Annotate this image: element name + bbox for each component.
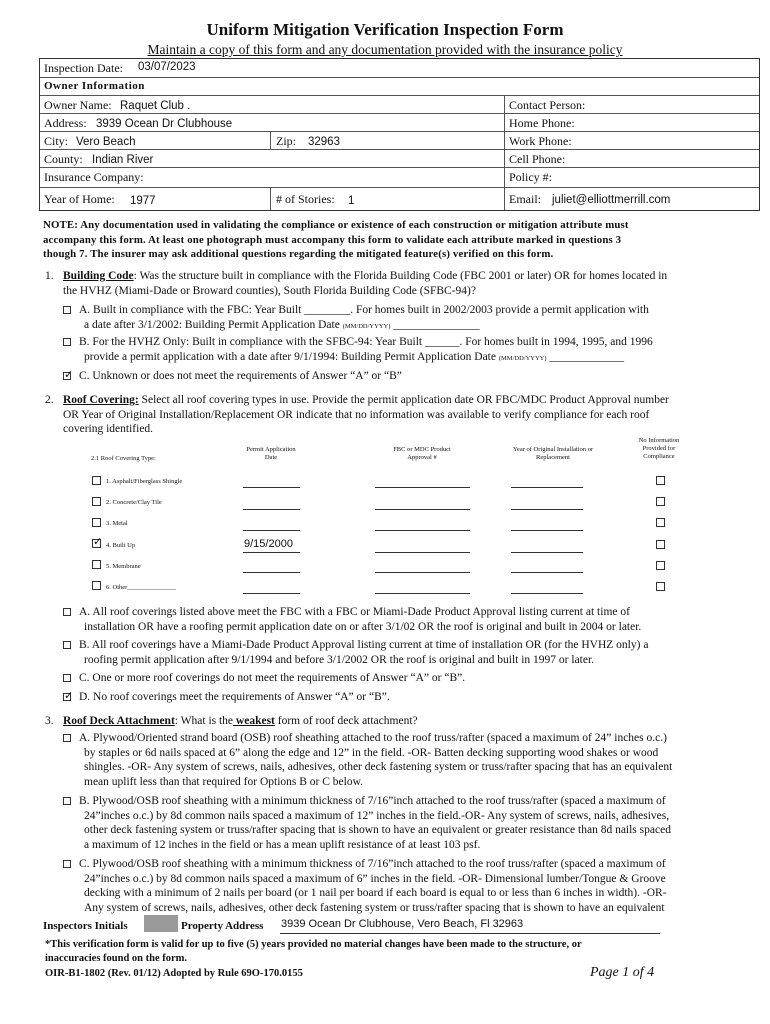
q2-option-d[interactable] [63, 690, 763, 705]
city-field[interactable]: Vero Beach [76, 136, 136, 148]
roof-3-year-installed[interactable] [511, 530, 583, 531]
q2-c-text: C. One or more roof coverings do not meet the requirements of Answer “A” or “B”. [79, 672, 466, 684]
insurance-company-label: Insurance Company: [44, 170, 144, 184]
city-label: City: [44, 134, 69, 148]
home-phone-label: Home Phone: [509, 116, 575, 130]
q2-line-3: covering identified. [63, 423, 154, 435]
q1-option-a[interactable] [63, 303, 763, 334]
roof-type-5-checkbox[interactable] [92, 560, 101, 569]
q3-a-checkbox[interactable] [63, 734, 71, 742]
roof-4-permit-date-value[interactable]: 9/15/2000 [244, 538, 293, 550]
q1-c-checkbox-checked[interactable] [63, 372, 71, 380]
q3-c-line-2: 24”inches o.c.) by 8d common nails spaced a maximum of 6” inches in the field. -OR- Dimensional lumber/Tongue & Groove [84, 872, 666, 885]
roof-5-year-installed[interactable] [511, 572, 583, 573]
year-of-home-label: Year of Home: [44, 192, 115, 206]
q3-option-a[interactable] [63, 731, 763, 789]
roof-2-year-installed[interactable] [511, 509, 583, 510]
q1-text [63, 269, 763, 298]
roof-6-product-approval[interactable] [375, 593, 470, 594]
column-divider [504, 96, 505, 210]
city-row [40, 132, 759, 150]
col-header-year: Year of Original Installation or Replacement [512, 446, 594, 461]
roof-type-1-checkbox[interactable] [92, 476, 101, 485]
roof-5-product-approval[interactable] [375, 572, 470, 573]
q3-b-line-2: 24”inches o.c.) by 8d common nails spaced a maximum of 12” inches in the field.-OR- Any system of screws, nails, adhesives, [84, 809, 670, 822]
q1-b-line-1: B. For the HVHZ Only: Built in compliance with the SFBC-94: Year Built ______. For homes built in 1994, 1995, and 1996 [79, 336, 653, 348]
property-address-field[interactable]: 3939 Ocean Dr Clubhouse, Vero Beach, Fl 32963 [281, 918, 524, 930]
year-row [40, 188, 759, 210]
roof-type-1-label: 1. Asphalt/Fiberglass Shingle [106, 478, 183, 485]
q3-a-line-2: by staples or 6d nails spaced at 6” along the edge and 12” in the field. -OR- Batten decking supporting wood shakes or wood [84, 746, 659, 759]
insurance-row [40, 168, 759, 188]
form-subtitle: Maintain a copy of this form and any documentation provided with the insurance policy [147, 42, 623, 57]
q1-a-date-blank[interactable]: _______________ [390, 318, 480, 331]
q3-c-line-4: Any system of screws, nails, adhesives, other deck fastening system or truss/rafter spacing that is shown to have an equivalent [84, 901, 665, 914]
owner-name-row [40, 96, 759, 114]
q2-a-line-1: A. All roof coverings listed above meet the FBC with a FBC or Miami-Dade Product Approval listing current at time of [79, 606, 630, 618]
q1-b-date-format: (MM/DD/YYYY) [498, 354, 547, 362]
owner-info-table [39, 58, 760, 211]
roof-type-6-checkbox[interactable] [92, 581, 101, 590]
validity-note [45, 938, 582, 966]
q1-a-line-1: A. Built in compliance with the FBC: Year Built ________. For homes built in 2002/2003 provide a permit application with [79, 304, 649, 316]
roof-5-permit-date[interactable] [243, 572, 300, 573]
roof-2-noinfo-checkbox[interactable] [656, 497, 665, 506]
roof-3-permit-date[interactable] [243, 530, 300, 531]
q2-d-text: D. No roof coverings meet the requirements of Answer “A” or “B”. [79, 691, 390, 703]
roof-3-noinfo-checkbox[interactable] [656, 518, 665, 527]
q2-line-2: OR Year of Original Installation/Replacement OR indicate that no information was available to verify compliance for each roof [63, 408, 650, 421]
inspection-date-field[interactable]: 03/07/2023 [138, 61, 196, 73]
email-field[interactable]: juliet@elliottmerrill.com [552, 194, 671, 206]
q2-a-checkbox[interactable] [63, 608, 71, 616]
page-number: Page 1 of 4 [590, 965, 655, 980]
validity-line-1: *This verification form is valid for up to five (5) years provided no material changes have been made to the structure, or [45, 939, 582, 950]
q2-line-1: Select all roof covering types in use. Provide the permit application date OR FBC/MDC Product Approval number [138, 394, 669, 406]
address-label: Address: [44, 116, 87, 130]
q2-a-line-2: installation OR have a roofing permit application date on or after 3/1/02 OR the roof is original and built in 2004 or later. [84, 620, 642, 633]
q3-c-line-1: C. Plywood/OSB roof sheathing with a minimum thickness of 7/16”inch attached to the roof truss/rafter (spaced a maximum of [79, 858, 666, 870]
county-label: County: [44, 152, 83, 166]
q1-a-line-2: a date after 3/1/2002: Building Permit Application Date [84, 318, 340, 331]
q3-c-checkbox[interactable] [63, 860, 71, 868]
q1-b-checkbox[interactable] [63, 338, 71, 346]
inspection-date-label: Inspection Date: [44, 61, 123, 75]
q1-line-2: the HVHZ (Miami-Dade or Broward counties), South Florida Building Code (SFBC-94)? [63, 284, 476, 297]
q3-post: form of roof deck attachment? [274, 715, 418, 727]
zip-divider [270, 132, 271, 150]
inspection-date-row [40, 59, 759, 78]
roof-3-product-approval[interactable] [375, 530, 470, 531]
q1-option-b[interactable] [63, 335, 763, 366]
inspector-initials-label: Inspectors Initials [43, 920, 128, 932]
zip-label: Zip: [276, 134, 296, 148]
col-header-permit: Permit Application Date [246, 446, 296, 461]
address-row [40, 114, 759, 132]
policy-label: Policy #: [509, 170, 553, 184]
roof-type-3-checkbox[interactable] [92, 518, 101, 527]
col-header-noinfo: No Information Provided for Compliance [638, 437, 680, 460]
q3-number: 3. [45, 715, 54, 727]
owner-section-row [40, 78, 759, 96]
form-identifier: OIR-B1-1802 (Rev. 01/12) Adopted by Rule 69O-170.0155 [45, 968, 303, 979]
roof-5-noinfo-checkbox[interactable] [656, 561, 665, 570]
form-title: Uniform Mitigation Verification Inspection Form [206, 20, 564, 39]
q1-line-1: : Was the structure built in compliance with the Florida Building Code (FBC 2001 or later) OR for homes located in [133, 270, 668, 282]
roof-1-year-installed[interactable] [511, 487, 583, 488]
q3-pre: : What is the [174, 715, 234, 727]
note-block [43, 218, 629, 262]
note-line-1: NOTE: Any documentation used in validating the compliance or existence of each construction or mitigation attribute must [43, 219, 629, 231]
note-line-2: accompany this form. At least one photograph must accompany this form to validate each attribute marked in questions 3 [43, 233, 622, 246]
owner-section-label: Owner Information [44, 80, 145, 92]
roof-4-year-installed[interactable] [511, 552, 583, 553]
owner-name-label: Owner Name: [44, 98, 112, 112]
roof-1-product-approval[interactable] [375, 487, 470, 488]
roof-4-permit-date[interactable] [243, 552, 300, 553]
property-address-label: Property Address [181, 920, 264, 932]
q2-text [63, 393, 763, 437]
roof-1-noinfo-checkbox[interactable] [656, 476, 665, 485]
q3-weakest: weakest [233, 715, 275, 727]
zip-field[interactable]: 32963 [308, 136, 340, 148]
q3-b-line-4: a maximum of 12 inches in the field or has a mean uplift resistance of at least 103 psf. [84, 838, 481, 851]
validity-line-2: inaccuracies found on the form. [45, 953, 188, 964]
q3-b-checkbox[interactable] [63, 797, 71, 805]
inspector-initials-field[interactable] [144, 915, 178, 932]
stories-field[interactable]: 1 [348, 195, 355, 207]
q2-c-checkbox[interactable] [63, 674, 71, 682]
q3-b-line-3: other deck fastening system or truss/rafter spacing that is shown to have an equivalent or greater resistance than 8d nails spaced [84, 824, 671, 836]
year-of-home-field[interactable]: 1977 [130, 195, 156, 207]
county-field[interactable]: Indian River [92, 154, 154, 166]
roof-type-3-label: 3. Metal [106, 520, 128, 527]
q1-a-date-format: (MM/DD/YYYY) [342, 322, 391, 330]
q3-option-b[interactable] [63, 794, 763, 852]
q3-title: Roof Deck Attachment [63, 715, 175, 727]
stories-divider [270, 188, 271, 210]
q1-number: 1. [45, 270, 54, 282]
note-line-3: though 7. The insurer may ask additional questions regarding the mitigated feature(s) verified on this form. [43, 248, 554, 260]
roof-4-noinfo-checkbox[interactable] [656, 540, 665, 549]
roof-1-permit-date[interactable] [243, 487, 300, 488]
roof-type-4-checkbox-checked[interactable] [92, 539, 101, 548]
q2-b-checkbox[interactable] [63, 641, 71, 649]
address-field[interactable]: 3939 Ocean Dr Clubhouse [96, 118, 233, 130]
property-address-underline [280, 933, 660, 934]
q3-a-line-4: mean uplift less than that required for Options B or C below. [84, 775, 364, 788]
email-label: Email: [509, 192, 541, 206]
roof-type-5-label: 5. Membrane [106, 563, 141, 570]
q2-option-a[interactable] [63, 605, 763, 634]
q3-a-line-1: A. Plywood/Oriented strand board (OSB) roof sheathing attached to the roof truss/rafter (spaced a maximum of 24” inches o.c.) [79, 732, 667, 744]
q3-text [63, 714, 763, 729]
county-row [40, 150, 759, 168]
roof-2-permit-date[interactable] [243, 509, 300, 510]
roof-type-4-label: 4. Built Up [106, 542, 136, 549]
roof-type-2-checkbox[interactable] [92, 497, 101, 506]
q2-option-c[interactable] [63, 671, 763, 686]
q3-c-line-3: decking with a minimum of 2 nails per board (or 1 nail per board if each board is equal to or less than 6 inches in width). -OR- [84, 887, 667, 899]
roof-4-product-approval[interactable] [375, 552, 470, 553]
contact-person-label: Contact Person: [509, 98, 586, 112]
roof-6-year-installed[interactable] [511, 593, 583, 594]
col-header-type: 2.1 Roof Covering Type: [91, 455, 156, 462]
col-header-fbc: FBC or MDC Product Approval # [393, 446, 451, 461]
q1-b-line-2: provide a permit application with a date after 9/1/1994: Building Permit Application Date [84, 350, 496, 363]
q1-a-checkbox[interactable] [63, 306, 71, 314]
q3-b-line-1: B. Plywood/OSB roof sheathing with a minimum thickness of 7/16”inch attached to the roof truss/rafter (spaced a maximum of [79, 795, 666, 807]
roof-6-permit-date[interactable] [243, 593, 300, 594]
stories-label: # of Stories: [276, 192, 335, 206]
q1-title: Building Code [63, 270, 134, 282]
q2-title: Roof Covering: [63, 394, 139, 406]
q1-c-text: C. Unknown or does not meet the requirements of Answer “A” or “B” [79, 370, 402, 382]
q3-option-c[interactable] [63, 857, 763, 915]
q3-a-line-3: shingles. -OR- Any system of screws, nails, adhesives, other deck fastening system or truss/rafter spacing that has an equivalent [84, 761, 673, 773]
roof-type-6-label: 6. Other_______________ [106, 584, 177, 591]
q1-option-c[interactable] [63, 369, 763, 384]
q2-b-line-1: B. All roof coverings have a Miami-Dade Product Approval listing current at time of installation OR (for the HVHZ only) a [79, 639, 649, 651]
q1-b-date-blank[interactable]: _____________ [546, 350, 625, 363]
q2-number: 2. [45, 394, 54, 406]
owner-name-field[interactable]: Raquet Club . [120, 100, 191, 112]
cell-phone-label: Cell Phone: [509, 152, 566, 166]
q2-d-checkbox-checked[interactable] [63, 693, 71, 701]
roof-6-noinfo-checkbox[interactable] [656, 582, 665, 591]
roof-2-product-approval[interactable] [375, 509, 470, 510]
q2-option-b[interactable] [63, 638, 763, 667]
work-phone-label: Work Phone: [509, 134, 572, 148]
roof-type-2-label: 2. Concrete/Clay Tile [106, 499, 162, 506]
q2-b-line-2: roofing permit application after 9/1/1994 and before 3/1/2002 OR the roof is original and built in 1997 or later. [84, 653, 595, 666]
